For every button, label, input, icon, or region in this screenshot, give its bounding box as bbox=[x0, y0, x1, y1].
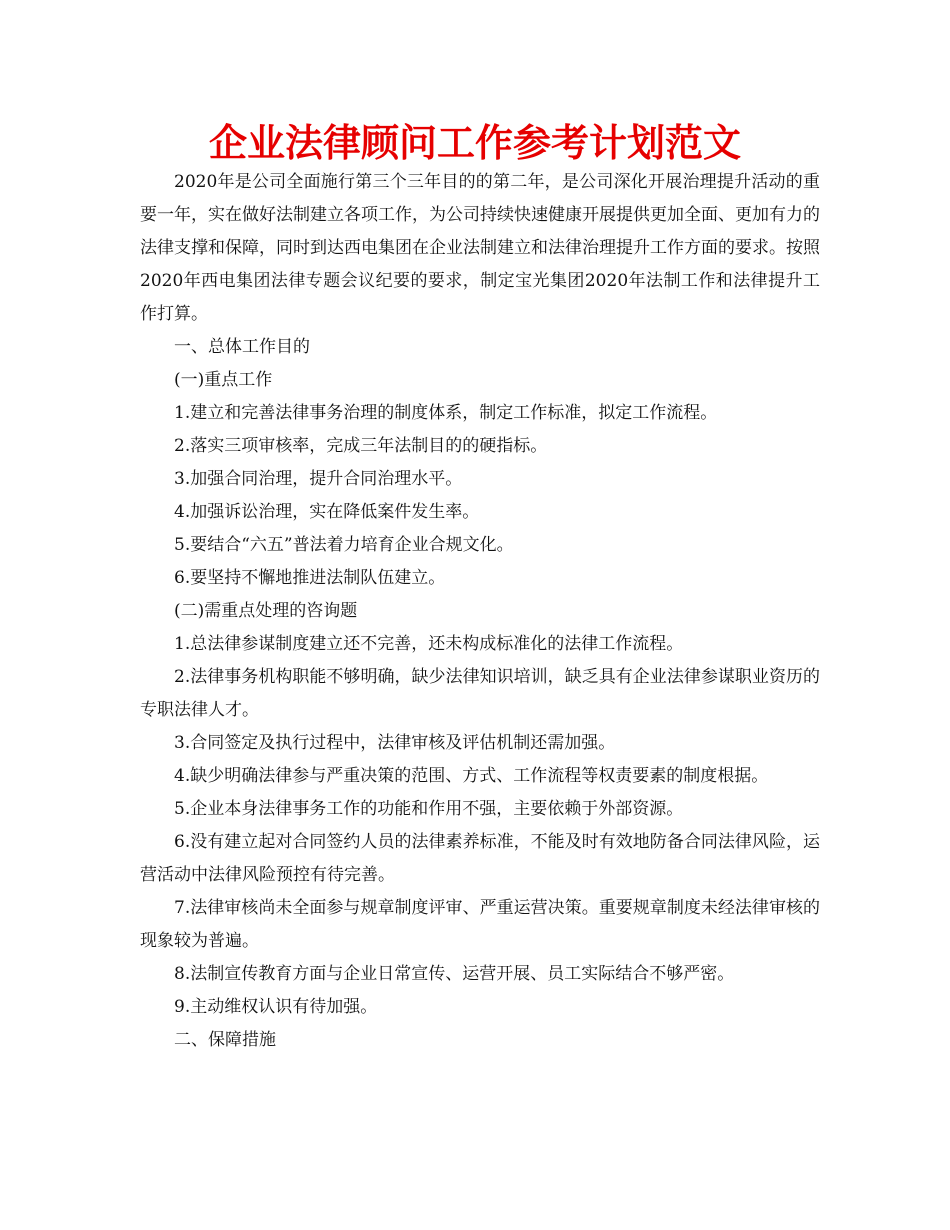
list-item: 5.企业本身法律事务工作的功能和作用不强，主要依赖于外部资源。 bbox=[174, 799, 684, 819]
intro-paragraph: 2020年是公司全面施行第三个三年目的的第二年，是公司深化开展治理提升活动的重要一年，实在做好法制建立各项工作，为公司持续快速健康开展提供更加全面、更加有力的法律支撑和保障，同时到达西电集团在企业法制建立和法律治理提升工作方面的要求。按照2020年西电集团法律专题会议纪要的要求，制定宝光集团2020年法制工作和法律提升工作打算。 bbox=[140, 172, 820, 324]
list-item: 5.要结合“六五”普法着力培育企业合规文化。 bbox=[174, 535, 514, 555]
list-item: 4.加强诉讼治理，实在降低案件发生率。 bbox=[174, 502, 480, 522]
list-item: 9.主动维权认识有待加强。 bbox=[174, 997, 378, 1017]
list-item: 2.落实三项审核率，完成三年法制目的的硬指标。 bbox=[174, 436, 548, 456]
section-heading-overall-goals: 一、总体工作目的 bbox=[174, 337, 310, 357]
subsection-heading-issues: (二)需重点处理的咨询题 bbox=[174, 601, 358, 621]
document-body bbox=[140, 166, 820, 1057]
document-title: 企业法律顾问工作参考计划范文 bbox=[208, 121, 741, 165]
list-item: 6.要坚持不懈地推进法制队伍建立。 bbox=[174, 568, 446, 588]
section-heading-safeguards: 二、保障措施 bbox=[174, 1030, 276, 1050]
list-item: 4.缺少明确法律参与严重决策的范围、方式、工作流程等权责要素的制度根据。 bbox=[174, 766, 769, 786]
subsection-heading-key-work: (一)重点工作 bbox=[174, 370, 273, 390]
list-item: 3.加强合同治理，提升合同治理水平。 bbox=[174, 469, 463, 489]
list-item: 6.没有建立起对合同签约人员的法律素养标准，不能及时有效地防备合同法律风险，运营活动中法律风险预控有待完善。 bbox=[140, 832, 820, 885]
list-item: 8.法制宣传教育方面与企业日常宣传、运营开展、员工实际结合不够严密。 bbox=[174, 964, 735, 984]
list-item: 2.法律事务机构职能不够明确，缺少法律知识培训，缺乏具有企业法律参谋职业资历的专职法律人才。 bbox=[140, 667, 820, 720]
list-item: 1.总法律参谋制度建立还不完善，还未构成标准化的法律工作流程。 bbox=[174, 634, 684, 654]
list-item: 3.合同签定及执行过程中，法律审核及评估机制还需加强。 bbox=[174, 733, 616, 753]
list-item: 7.法律审核尚未全面参与规章制度评审、严重运营决策。重要规章制度未经法律审核的现象较为普遍。 bbox=[140, 898, 820, 951]
list-item: 1.建立和完善法律事务治理的制度体系，制定工作标准，拟定工作流程。 bbox=[174, 403, 718, 423]
